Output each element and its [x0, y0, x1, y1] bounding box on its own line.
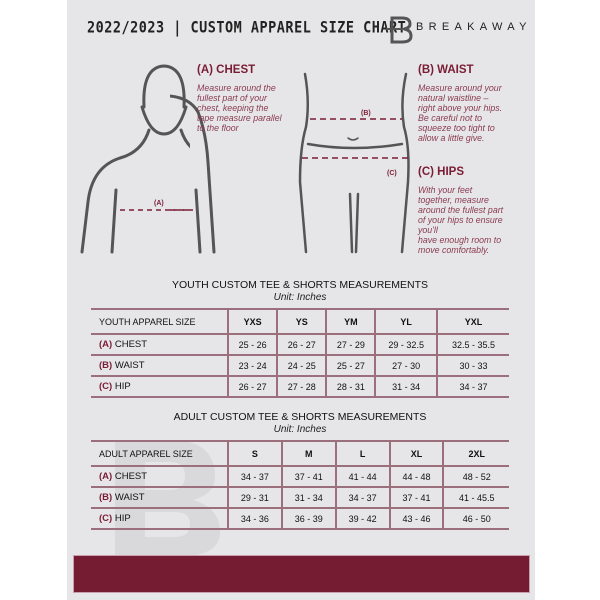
cell: 27 - 30: [375, 355, 436, 376]
hips-marker: (C): [387, 170, 397, 177]
adult-size-table: [91, 440, 509, 530]
breakaway-logo-icon: [384, 14, 414, 44]
cell: 30 - 33: [437, 355, 509, 376]
header-cell: S: [228, 441, 282, 466]
footer-band: [73, 555, 530, 593]
hips-description: With your feet together, measure around the fullest part of your hips to ensure you'll have enough room to move comfortably.: [418, 185, 504, 255]
table-header-row: [91, 309, 509, 334]
cell: 27 - 28: [277, 376, 326, 397]
cell: 26 - 27: [228, 376, 277, 397]
row-label: (B) WAIST: [91, 355, 228, 376]
cell: 37 - 41: [282, 466, 336, 487]
cell: 43 - 46: [390, 508, 444, 529]
youth-unit: Unit: Inches: [273, 292, 327, 303]
table-row: [91, 355, 509, 376]
header-cell: ADULT APPAREL SIZE: [91, 441, 228, 466]
cell: 48 - 52: [443, 466, 509, 487]
table-row: [91, 487, 509, 508]
cell: 26 - 27: [277, 334, 326, 355]
header-cell: M: [282, 441, 336, 466]
header-cell: XL: [390, 441, 444, 466]
cell: 41 - 44: [336, 466, 390, 487]
youth-section-title: YOUTH CUSTOM TEE & SHORTS MEASUREMENTS: [171, 279, 429, 291]
cell: 39 - 42: [336, 508, 390, 529]
cell: 31 - 34: [282, 487, 336, 508]
cell: 27 - 29: [326, 334, 375, 355]
cell: 34 - 37: [228, 466, 282, 487]
row-label: (C) HIP: [91, 508, 228, 529]
cell: 44 - 48: [390, 466, 444, 487]
table-row: [91, 508, 509, 529]
header-cell: YXL: [437, 309, 509, 334]
cell: 36 - 39: [282, 508, 336, 529]
cell: 31 - 34: [375, 376, 436, 397]
row-label: (C) HIP: [91, 376, 228, 397]
cell: 41 - 45.5: [443, 487, 509, 508]
cell: 37 - 41: [390, 487, 444, 508]
header-cell: YXS: [228, 309, 277, 334]
cell: 46 - 50: [443, 508, 509, 529]
chest-description: Measure around the fullest part of your chest, keeping the tape measure parallel to the floor: [197, 83, 282, 133]
youth-size-table: [91, 308, 509, 398]
cell: 28 - 31: [326, 376, 375, 397]
adult-section-title: ADULT CUSTOM TEE & SHORTS MEASUREMENTS: [173, 411, 427, 423]
waist-description: Measure around your natural waistline – right above your hips. Be careful not to squeeze too tight to allow a little give.: [418, 83, 503, 143]
cell: 34 - 37: [336, 487, 390, 508]
table-header-row: [91, 441, 509, 466]
cell: 25 - 27: [326, 355, 375, 376]
header-cell: YM: [326, 309, 375, 334]
cell: 23 - 24: [228, 355, 277, 376]
page-title: 2022/2023 | CUSTOM APPAREL SIZE CHART: [87, 18, 407, 38]
brand-name: BREAKAWAY: [416, 21, 532, 33]
row-label: (B) WAIST: [91, 487, 228, 508]
cell: 32.5 - 35.5: [437, 334, 509, 355]
adult-unit: Unit: Inches: [273, 424, 327, 435]
cell: 34 - 36: [228, 508, 282, 529]
cell: 29 - 32.5: [375, 334, 436, 355]
header-cell: YS: [277, 309, 326, 334]
waist-heading: (B) WAIST: [418, 64, 474, 76]
waist-marker: (B): [361, 110, 371, 117]
cell: 24 - 25: [277, 355, 326, 376]
header-cell: L: [336, 441, 390, 466]
cell: 29 - 31: [228, 487, 282, 508]
header-cell: YOUTH APPAREL SIZE: [91, 309, 228, 334]
chest-marker: (A): [154, 200, 164, 207]
header-cell: YL: [375, 309, 436, 334]
cell: 25 - 26: [228, 334, 277, 355]
cell: 34 - 37: [437, 376, 509, 397]
table-row: [91, 334, 509, 355]
header-cell: 2XL: [443, 441, 509, 466]
chest-heading: (A) CHEST: [197, 64, 256, 76]
lower-body-figure: [298, 72, 410, 257]
table-row: [91, 466, 509, 487]
row-label: (A) CHEST: [91, 466, 228, 487]
hips-heading: (C) HIPS: [418, 166, 464, 178]
table-row: [91, 376, 509, 397]
row-label: (A) CHEST: [91, 334, 228, 355]
